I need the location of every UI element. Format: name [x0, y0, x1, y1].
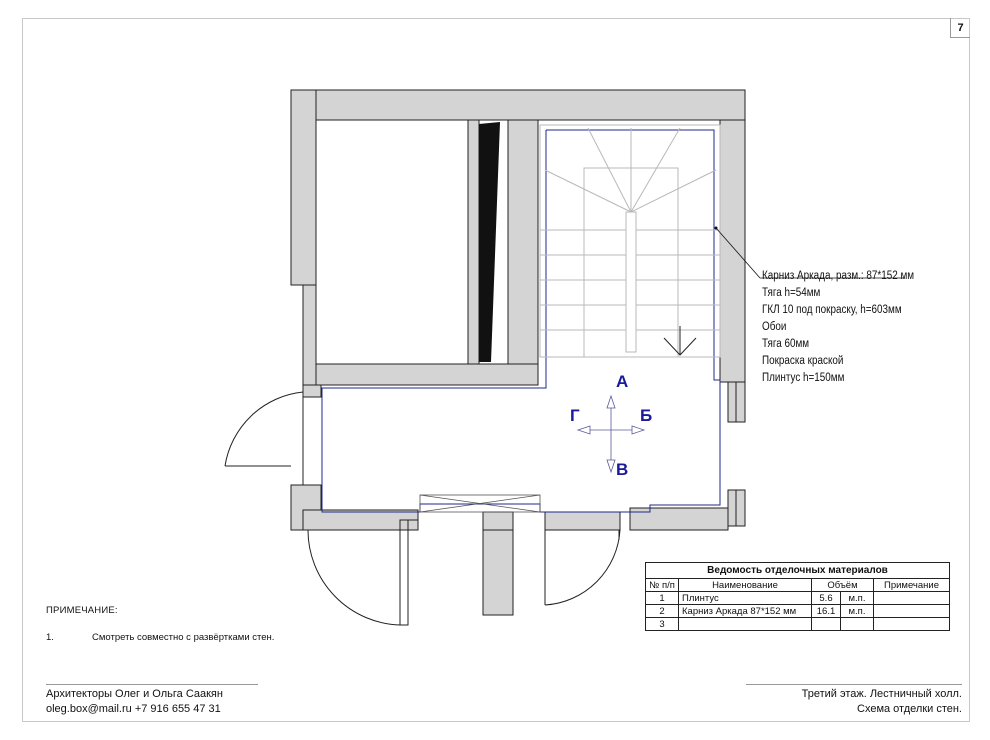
row-num: 1	[646, 592, 679, 605]
lower-walls	[408, 520, 513, 615]
stair	[540, 125, 720, 357]
callout-line-gkl: ГКЛ 10 под покраску, h=603мм	[762, 304, 902, 316]
finish-callout	[762, 268, 939, 387]
row-unit: м.п.	[841, 605, 874, 618]
callout-line-skirting: Плинтус h=150мм	[762, 372, 845, 384]
doors	[225, 392, 620, 625]
row-note	[874, 592, 950, 605]
firm-contact: oleg.box@mail.ru +7 916 655 47 31	[46, 703, 221, 715]
table-row	[646, 618, 950, 631]
direction-label-left: Г	[570, 406, 580, 425]
row-num: 3	[646, 618, 679, 631]
callout-line-paint: Покраска краской	[762, 355, 844, 367]
row-name: Карниз Аркада 87*152 мм	[679, 605, 812, 618]
row-qty: 5.6	[812, 592, 841, 605]
row-note	[874, 605, 950, 618]
wall-divider-a	[468, 120, 479, 372]
wall-divider-b	[508, 120, 538, 372]
row-note	[874, 618, 950, 631]
table-row	[646, 592, 950, 605]
callout-line-cornice: Карниз Аркада, разм.: 87*152 мм	[762, 270, 915, 282]
footer-divider-right	[746, 684, 962, 685]
firm-name: Архитекторы Олег и Ольга Саакян	[46, 688, 223, 700]
wall-top	[291, 90, 745, 120]
direction-label-right: Б	[640, 406, 653, 425]
door-bottom-left	[308, 530, 400, 625]
header-volume: Объём	[812, 579, 874, 592]
door-bottom-right	[545, 530, 620, 605]
wall-left-lower	[303, 285, 316, 385]
row-unit: м.п.	[841, 592, 874, 605]
callout-line-moulding-60: Тяга 60мм	[762, 338, 810, 350]
walls	[291, 90, 745, 530]
sheet-title: Схема отделки стен.	[857, 703, 962, 715]
wall-bottom-far	[630, 508, 728, 530]
row-unit	[841, 618, 874, 631]
direction-label-top: А	[616, 372, 629, 391]
header-note: Примечание	[874, 579, 950, 592]
wall-bottom-right	[545, 512, 620, 530]
row-name: Плинтус	[679, 592, 812, 605]
wall-left-upper	[291, 90, 316, 285]
wall-right	[720, 120, 745, 382]
wall-middle	[316, 364, 538, 385]
page-number: 7	[950, 18, 970, 38]
footer-divider-left	[46, 684, 258, 685]
header-name: Наименование	[679, 579, 812, 592]
wall-left-door-jamb	[303, 385, 321, 397]
callout-line-moulding: Тяга h=54мм	[762, 287, 821, 299]
direction-cross	[578, 396, 644, 472]
project-title: Третий этаж. Лестничный холл.	[801, 688, 962, 700]
wall-bottom-mid	[483, 512, 513, 530]
wall-wedge	[479, 122, 500, 362]
notes-heading: ПРИМЕЧАНИЕ:	[46, 605, 118, 616]
header-num: № п/п	[646, 579, 679, 592]
note-text: Смотреть совместно с развёртками стен.	[92, 632, 275, 643]
row-qty: 16.1	[812, 605, 841, 618]
callout-line-wallpaper: Обои	[762, 321, 787, 333]
materials-table	[645, 562, 950, 631]
note-number: 1.	[46, 632, 54, 643]
table-caption: Ведомость отделочных материалов	[646, 563, 950, 579]
row-num: 2	[646, 605, 679, 618]
row-name	[679, 618, 812, 631]
row-qty	[812, 618, 841, 631]
table-row	[646, 605, 950, 618]
direction-label-bottom: В	[616, 460, 629, 479]
door-left	[225, 392, 303, 466]
